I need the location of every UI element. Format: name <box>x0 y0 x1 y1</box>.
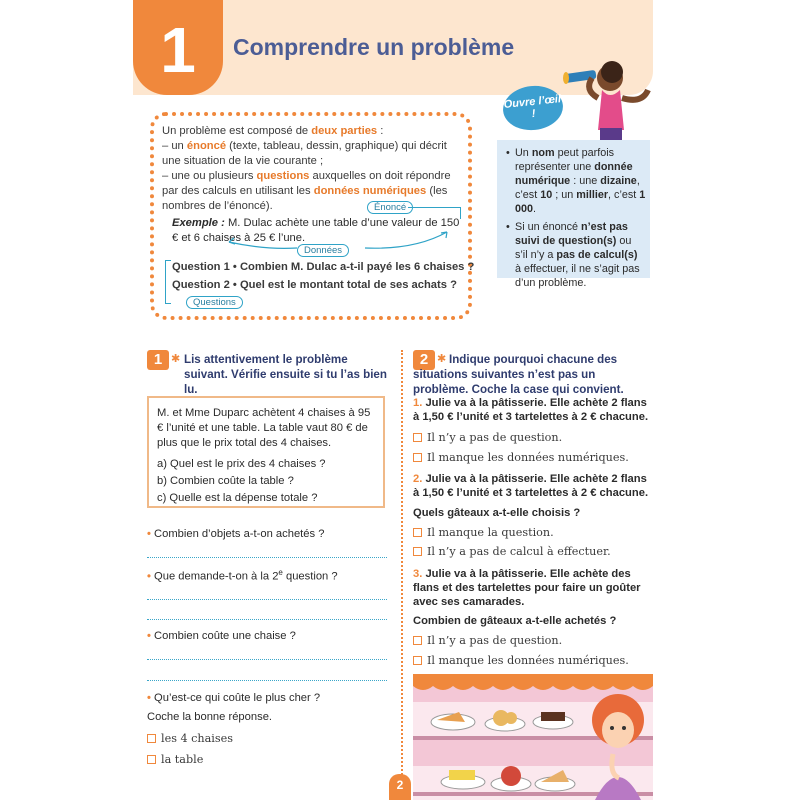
option-4-chaises[interactable]: les 4 chaises <box>147 732 233 745</box>
check-question: • Combien coûte une chaise ? <box>147 630 296 642</box>
checkbox[interactable] <box>413 528 422 537</box>
checkbox[interactable] <box>413 656 422 665</box>
tip-bubble: Ouvre l’œil ! <box>501 83 565 133</box>
tip-list <box>506 146 646 294</box>
tip-item: • Un nom peut parfois représenter une donnée numérique : une dizaine, c’est 10 ; un millier, c’est 1 000. <box>506 146 646 216</box>
tag-questions: Questions <box>186 296 243 309</box>
instruction: Coche la bonne réponse. <box>147 711 273 723</box>
donnees-arrows <box>225 228 465 252</box>
column-divider <box>401 350 403 795</box>
situation-3: 3. Julie va à la pâtisserie. Elle achète des flans et des tartelettes pour faire un goûter avec ses camarades. <box>413 568 641 608</box>
tag-enonce: Énoncé <box>367 201 413 214</box>
exercise-1-number: 1 <box>147 350 169 370</box>
chapter-number: 1 <box>133 0 223 95</box>
answer-line[interactable] <box>147 680 387 681</box>
situation-3-question: Combien de gâteaux a-t-elle achetés ? <box>413 615 617 627</box>
s3-option-2[interactable]: Il manque les données numériques. <box>413 654 629 667</box>
tag-donnees: Données <box>297 244 349 257</box>
tip-item: • Si un énoncé n’est pas suivi de question(s) ou s’il n’y a pas de calcul(s) à effectuer, il ne s’agit pas d’un problème. <box>506 220 646 290</box>
intro-question-1: Question 1 • Combien M. Dulac a-t-il payé les 6 chaises ? <box>172 261 475 273</box>
answer-line[interactable] <box>147 659 387 660</box>
situation-2: 2. Julie va à la pâtisserie. Elle achète 2 flans à 1,50 € l’unité et 3 tartelettes à 2 € chacune. <box>413 473 649 499</box>
intro-question-2: Question 2 • Quel est le montant total de ses achats ? <box>172 279 457 291</box>
checkbox[interactable] <box>147 734 156 743</box>
definition-text: Un problème est composé de deux parties : – un énoncé (texte, tableau, dessin, graphique) qui décrit une situation de la vie courante ; – une ou plusieurs questions auxquelles on doit répondre par des calculs en utilisant les données numériques (les nombres de l’énoncé). <box>162 125 451 212</box>
situation-1: 1. Julie va à la pâtisserie. Elle achète 2 flans à 1,50 € l’unité et 3 tartelettes à 2 € chacune. <box>413 397 649 423</box>
exercise-1-title: Lis attentivement le problème suivant. Vérifie ensuite si tu l’as bien lu. <box>184 353 387 396</box>
check-question: • Que demande-t-on à la 2e question ? <box>147 568 338 583</box>
pastry-shop-illustration <box>413 674 653 800</box>
star-icon: ✱ <box>437 353 447 365</box>
s2-option-1[interactable]: Il manque la question. <box>413 526 554 539</box>
answer-line[interactable] <box>147 619 387 620</box>
answer-line[interactable] <box>147 557 387 558</box>
checkbox[interactable] <box>413 547 422 556</box>
page-title: Comprendre un problème <box>233 34 515 60</box>
questions-bracket <box>165 260 171 304</box>
exercise-2-number: 2 <box>413 350 435 370</box>
s1-option-2[interactable]: Il manque les données numériques. <box>413 451 629 464</box>
checkbox[interactable] <box>413 433 422 442</box>
page-number: 2 <box>389 774 411 800</box>
example-text: Exemple : M. Dulac achète une table d’une valeur de 150 € et 6 chaises à 25 € l’une. <box>172 217 460 244</box>
situation-2-question: Quels gâteaux a-t-elle choisis ? <box>413 507 581 519</box>
s2-option-2[interactable]: Il n’y a pas de calcul à effectuer. <box>413 545 611 558</box>
answer-line[interactable] <box>147 599 387 600</box>
s1-option-1[interactable]: Il n’y a pas de question. <box>413 431 562 444</box>
option-table[interactable]: la table <box>147 753 203 766</box>
star-icon: ✱ <box>171 353 181 365</box>
check-question: • Qu’est-ce qui coûte le plus cher ? <box>147 692 321 704</box>
exercise-2-title: Indique pourquoi chacune des situations suivantes n’est pas un problème. Coche la case qui convient. <box>413 353 624 396</box>
s3-option-1[interactable]: Il n’y a pas de question. <box>413 634 562 647</box>
checkbox[interactable] <box>413 453 422 462</box>
checkbox[interactable] <box>413 636 422 645</box>
check-question: • Combien d’objets a-t-on achetés ? <box>147 528 325 540</box>
checkbox[interactable] <box>147 755 156 764</box>
girl-spyglass-illustration <box>562 60 652 142</box>
problem-text: M. et Mme Duparc achètent 4 chaises à 95 € l’unité et une table. La table vaut 80 € de plus que le prix total des 4 chaises. a) Quel est le prix des 4 chaises ? b) Combien coûte la table ? c) Quelle est la dépense totale ? <box>157 407 371 504</box>
